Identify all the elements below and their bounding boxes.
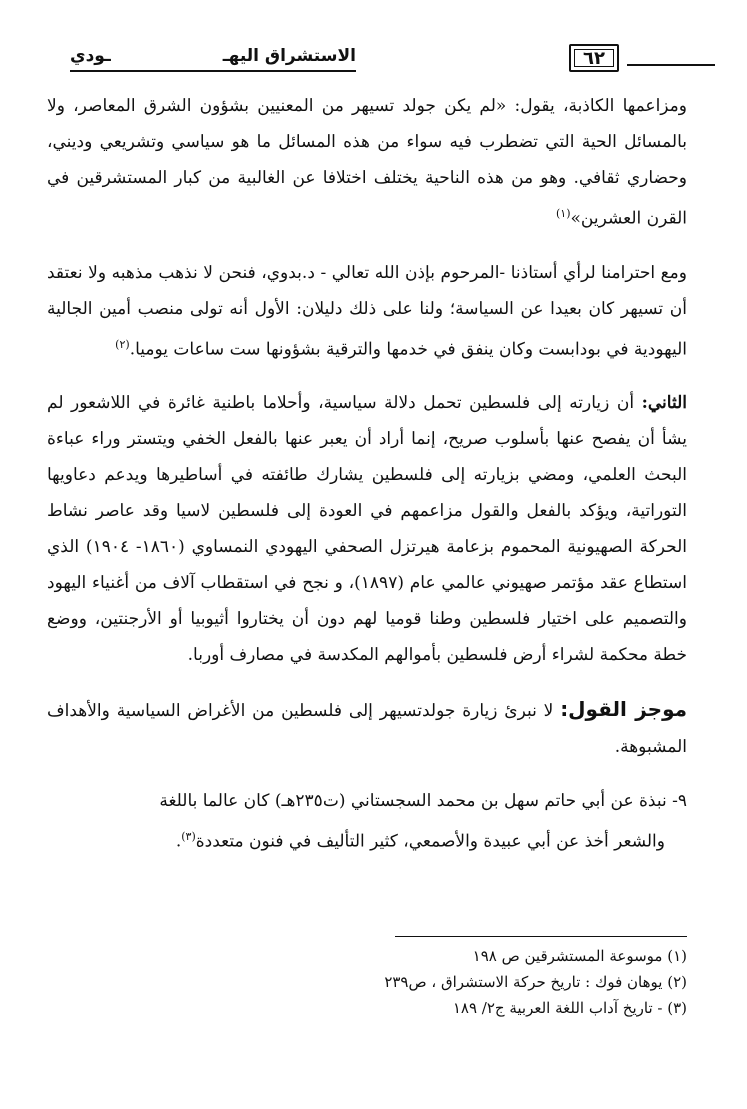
paragraph-4-lead: موجز القول: [560,697,688,722]
body-text [47,88,687,878]
page-header [50,40,715,80]
running-title [70,46,356,72]
paragraph-1-text: ومزاعمها الكاذبة، يقول: «لم يكن جولد تسيهر من المعنيين بشؤون الشرق المعاصر، ولا بالمسائل الحية التي تضطرب فيه سواء من هذه المسائل ما هو سياسي وتشريعي وديني، وحضاري ثقافي. وهو من هذه الناحية يختلف اختلافا عن الغالبية من كبار المستشرقين في القرن العشرين» [47,96,687,229]
page-number [569,44,619,72]
footnote-1: (١) موسوعة المستشرقين ص ١٩٨ [472,947,687,965]
footnote-2: (٢) يوهان فوك : تاريخ حركة الاستشراق ، ص٢٣٩ [384,973,687,991]
paragraph-4 [47,691,687,765]
paragraph-5-first: ٩- نبذة عن أبي حاتم سهل بن محمد السجستاني (ت٢٣٥هـ) كان عالما باللغة [159,791,687,812]
paragraph-5-rest: والشعر أخذ عن أبي عبيدة والأصمعي، كثير التأليف في فنون متعددة [195,831,665,852]
footnote-divider [395,936,687,937]
footnote-ref-2[interactable]: (٢) [115,337,130,351]
paragraph-5-end: . [175,831,182,852]
footnote-3: (٣) - تاريخ آداب اللغة العربية ج٢/ ١٨٩ [452,999,687,1017]
page-number-text: ٦٢ [583,47,605,69]
paragraph-4-text: لا نبرئ زيارة جولدتسيهر إلى فلسطين من الأغراض السياسية والأهداف المشبوهة. [47,701,687,758]
paragraph-5-continuation [47,819,687,860]
paragraph-3 [47,385,687,673]
running-title-end: ـودي [70,46,111,66]
footnote-ref-1[interactable]: (١) [555,207,571,220]
running-title-text: الاستشراق اليهـ [222,46,356,66]
paragraph-2-text: ومع احترامنا لرأي أستاذنا -المرحوم بإذن الله تعالي - د.بدوي، فنحن لا نذهب مذهبه ولا نعتقد أن تسيهر كان بعيدا عن السياسة؛ ولنا على ذلك دليلان: الأول أنه تولى منصب أمين الجالية اليهودية في بودابست وكان ينفق في خدمها والترقية بشؤونها ست ساعات يوميا. [47,262,687,360]
paragraph-2 [47,255,687,368]
footnotes [47,943,687,1021]
paragraph-3-text: أن زيارته إلى فلسطين تحمل دلالة سياسية، وأحلاما باطنية غائرة في اللاشعور لم يشأ أن يفصح عنها بأسلوب صريح، إنما أراد أن يعبر عنها بالفعل الخفي ويتستر وراء عباءة البحث العلمي، ومضي بزيارته إلى فلسطين يشارك طائفته في أساطيرها ويدعم دعاويها التوراتية، ويؤكد بالفعل والقول مزاعمهم في العودة إلى فلسطين لاسيا وقد عاصر نشاط الحركة الصهيونية المحموم بزعامة هيرتزل الصحفي اليهودي النمساوي (١٨٦٠- ١٩٠٤) الذي استطاع عقد مؤتمر صهيوني عالمي عام (١٨٩٧)، و نجح في استقطاب آلاف من أغنياء اليهود والتصميم على اختيار فلسطين وطنا قوميا لهم دون أن يختاروا أثيوبيا أو الأرجنتين، ووضع خطة محكمة لشراء أرض فلسطين بأموالهم المكدسة في مصارف أوربا. [47,393,688,666]
header-rule [627,64,715,66]
paragraph-5 [47,783,687,860]
footnote-ref-3[interactable]: (٣) [181,830,196,844]
paragraph-3-lead: الثاني: [641,393,687,414]
paragraph-1 [47,88,687,237]
